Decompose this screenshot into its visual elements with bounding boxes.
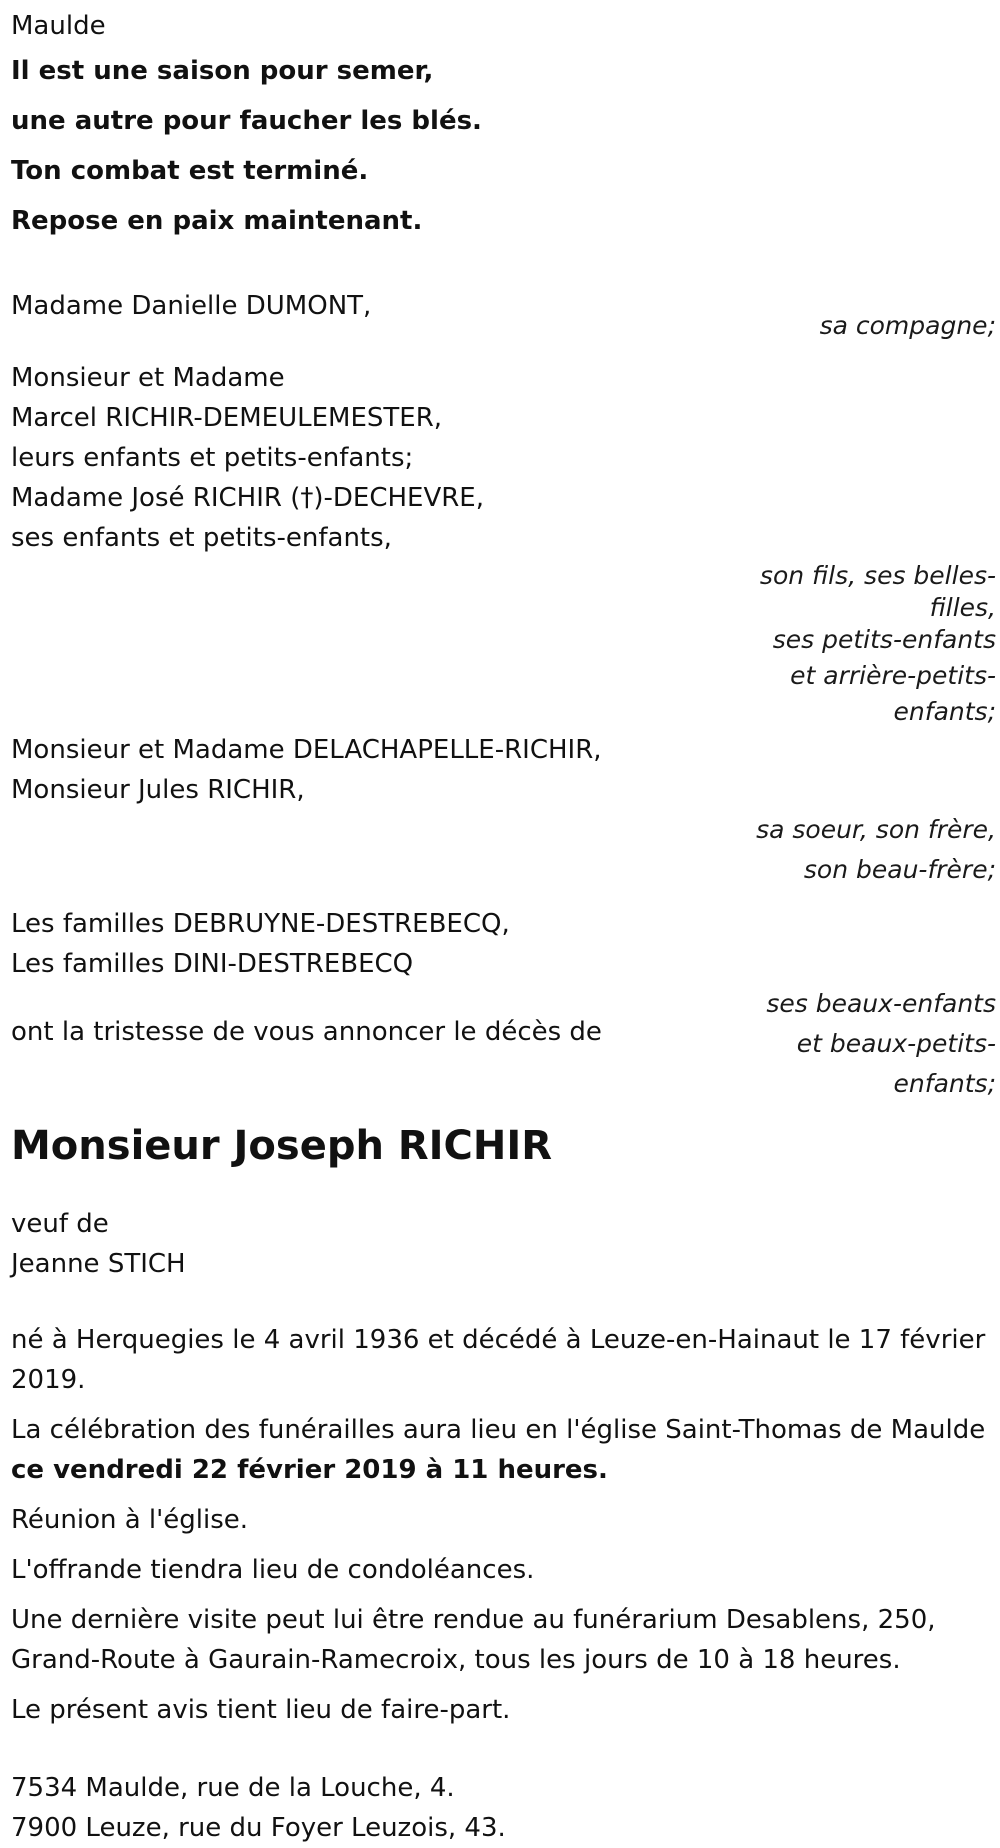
ceremony-text: La célébration des funérailles aura lieu en l'église Saint-Thomas de Maulde: [11, 1415, 986, 1445]
spouse-name: Jeanne STICH: [11, 1249, 186, 1279]
widow-label: veuf de: [11, 1209, 109, 1239]
offering-info: L'offrande tiendra lieu de condoléances.: [11, 1555, 535, 1585]
announcement-text: ont la tristesse de vous annoncer le décès de: [11, 1017, 602, 1047]
family-group-stepchildren: [11, 904, 996, 1104]
family-member: Marcel RICHIR-DEMEULEMESTER,: [11, 403, 443, 433]
meeting-info: Réunion à l'église.: [11, 1505, 249, 1535]
relationship-label: filles,: [929, 593, 996, 622]
family-member: ses enfants et petits-enfants,: [11, 523, 392, 553]
relationship-label: enfants;: [893, 697, 996, 726]
poem: [11, 46, 996, 246]
address: 7900 Leuze, rue du Foyer Leuzois, 43.: [11, 1813, 506, 1843]
poem-line: une autre pour faucher les blés.: [11, 106, 482, 136]
family-member: leurs enfants et petits-enfants;: [11, 443, 414, 473]
visit-info: Une dernière visite peut lui être rendue au funérarium Desablens, 250, Grand-Route à Gaurain-Ramecroix, tous les jours de 10 à 18 heures.: [11, 1605, 936, 1675]
relationship-label: sa soeur, son frère,: [756, 815, 996, 844]
family-member: Monsieur et Madame DELACHAPELLE-RICHIR,: [11, 735, 602, 765]
deceased-name: Monsieur Joseph RICHIR: [11, 1123, 553, 1169]
relationship-label: son beau-frère;: [803, 855, 996, 884]
birth-death-info: né à Herquegies le 4 avril 1936 et décédé à Leuze-en-Hainaut le 17 février 2019.: [11, 1325, 986, 1395]
place-header: Maulde: [11, 11, 106, 41]
notice-info: Le présent avis tient lieu de faire-part.: [11, 1695, 511, 1725]
family-member: Madame Danielle DUMONT,: [11, 291, 372, 321]
poem-line: Ton combat est terminé.: [11, 156, 369, 186]
family-group-siblings: [11, 730, 996, 890]
relationship-label: ses beaux-enfants: [766, 989, 996, 1018]
poem-line: Il est une saison pour semer,: [11, 56, 434, 86]
family-member: Madame José RICHIR (†)-DECHEVRE,: [11, 483, 485, 513]
family-member: Les familles DINI-DESTREBECQ: [11, 949, 414, 979]
relationship-label: son fils, ses belles-: [759, 561, 996, 590]
relationship-label: sa compagne;: [819, 311, 996, 340]
relationship-label: enfants;: [893, 1069, 996, 1098]
ceremony-info: [11, 1410, 986, 1490]
family-member: Les familles DEBRUYNE-DESTREBECQ,: [11, 909, 510, 939]
address: 7534 Maulde, rue de la Louche, 4.: [11, 1773, 455, 1803]
relationship-label: et arrière-petits-: [790, 661, 996, 690]
ceremony-date: ce vendredi 22 février 2019 à 11 heures.: [11, 1455, 608, 1485]
obituary-document: [11, 6, 996, 1848]
relationship-label: et beaux-petits-: [796, 1029, 996, 1058]
family-group-son: [11, 358, 996, 730]
relationship-label: ses petits-enfants: [772, 625, 996, 654]
poem-line: Repose en paix maintenant.: [11, 206, 423, 236]
family-member: Monsieur Jules RICHIR,: [11, 775, 305, 805]
family-member: Monsieur et Madame: [11, 363, 285, 393]
